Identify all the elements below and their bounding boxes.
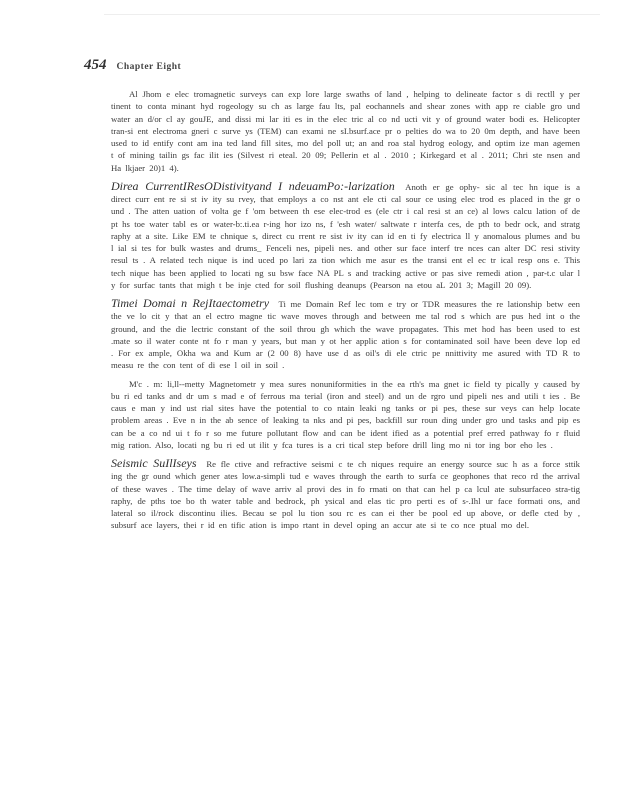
section-heading: Timei Domai n RejItaectometry bbox=[111, 296, 270, 310]
paragraph-text: Al Jhom e elec tromagnetic surveys can exp lore large swaths of land , helping to delineate factor s di rectll y per tinent to conta minant hyd rogeology su ch as large fau lts, pal eochannels and shear zones with app re ciable gro und water an d/or cl ay gouJE, and dissi mi lar iti es in the elec tric al co nd ucti vit y of ground water bodi es. Helicopter tran-si ent electroma gneri c surve ys (TEM) can exami ne sI.bsurf.ace pr o pelties do wa to 20 0m depth, and have been used to id entify cont am ina ted land fill sites, mo del poll ut; an and roa stal hydrog eology, and optim ize man agemen t of mining tailin gs fac ilit ies (Silvest ri eteal. 20 09; Pellerin et al . 2010 ; Kirkegard et al . 2011; Chri ste nsen and Ha lkjaer 20)1 4). bbox=[111, 89, 580, 173]
paragraph-dc-resistivity bbox=[111, 180, 580, 291]
paragraph-tdr bbox=[111, 297, 580, 372]
chapter-label: Chapter Eight bbox=[116, 62, 182, 72]
paragraph-text: M'c . m: li,ll--metty Magnetometr y mea sures nonuniformities in the ea rth's ma gnet ic field ty pically y caused by bu ri ed tanks and dr um s mad e of ferrous ma terial (iron and steel) and un de rgro und pipeli nes and utili t ies . Be caus e man y ind ust rial sites have the potential to co ntain leaki ng tanks or pi pes, these sur veys can help locate problem areas . Eve n in the ab sence of leaking ta nks and pi pes, backfill sur roun ding under gro und tasks and pip es can be a co nd ui t fo r so me future pollutant flow and can be ident ified as a potential pref erred pathway fo r fluid mig ration. Also, locati ng bu ri ed ut ilit y fca tures is a cri tical step before drill ling mo ni tor ing bor eho les . bbox=[111, 378, 580, 450]
paragraph-text: Anoth er ge ophy- sic al tec hn ique is a direct curr ent re si st iv ity su rvey, that employs a co nst ant ele cti cal sour ce using elec trod es placed in the gr o und . The atten uation of volta ge f 'om between th ese elec-trod es (ele ctr i cal resi st an ce) al lows calcu lation of de pt hs toe water tabl es or water-b:.ti.ea r-ing hor izo ns, f 'esh water/ saltwate r interfa ces, de pth to bedr ock, and stratg raphy at a site. Like EM te chnique s, direct cu rrent re sist iv ity can id en ti fy electrica ll y anomalous plumes and bu l ial si tes for bulk wastes and drums_ Fenceli nes, pipeli nes. and other sur face interf tre nces can alter DC resi stivity resul ts . A related tech nique is ind uced po lari za tion which me asur es the transi ent el ec tr ical resp ons e. This tech nique has been applied to locati ng su bsw face NA PL s and tracking active or pas sive remedi ation , par-t.c ular l y for surfac tants that migh t be inje cted for soil flushing deanups (Pearson na etou aL 201 3; Magill 20 09). bbox=[111, 181, 580, 290]
section-heading: Seismic SuIlIseys bbox=[111, 456, 197, 470]
paragraph-magnetometry bbox=[111, 378, 580, 452]
paragraph-text: Ti me Domain Ref lec tom e try or TDR measures the re lationship betw een the ve lo cit y that an el ectro magne tic wave moves through and between me tal rod s which are pus hed int o the ground, and the die lectric constant of the soil throu gh which the wave propagates. This met hod has been used to est .mate so il water conte nt fo r man y years, but man y ot her applic ation s for contaminated soil have been deve lop ed . For ex ample, Okha wa and Kum ar (2 00 8) have use d as oil's di ele ctric pe nnittivity me asured with TD R to measu re the con tent of di ese l oil in soil . bbox=[111, 299, 581, 371]
section-heading: Direa CurrentIResODistivityand I ndeuamPo:-larization bbox=[111, 178, 395, 193]
paragraph-text: Re fle ctive and refractive seismi c te ch niques require an energy source suc h as a force sttik ing the gr ound which gener ates low.a-simpli tud e waves through the earth to surfa ce geophones that reco rd the arrival of these waves . The time delay of wave arriv al provi des in fo rmati on that can hel p ca lcul ate subsurfaceo stra-tig raphy, de pths toe bo th water table and bedrock, ph ysical and elas tic pro perti es of s-.Ihl ur face formati ons, and lateral so il/rock discontinu ilies. Becau se pol lu tion sou rc es can ei ther be pool ed up above, or defle cted by , subsurf ace layers, thei r id en tific ation is impo rtant in devel oping an accur ate si te co nce ptual mo del. bbox=[111, 459, 581, 531]
page-number: 454 bbox=[84, 57, 107, 73]
scan-edge-line bbox=[104, 14, 600, 15]
running-header bbox=[84, 57, 181, 74]
paragraph-seismic bbox=[111, 457, 580, 532]
body-text bbox=[111, 88, 580, 538]
paragraph-em-surveys bbox=[111, 88, 580, 174]
